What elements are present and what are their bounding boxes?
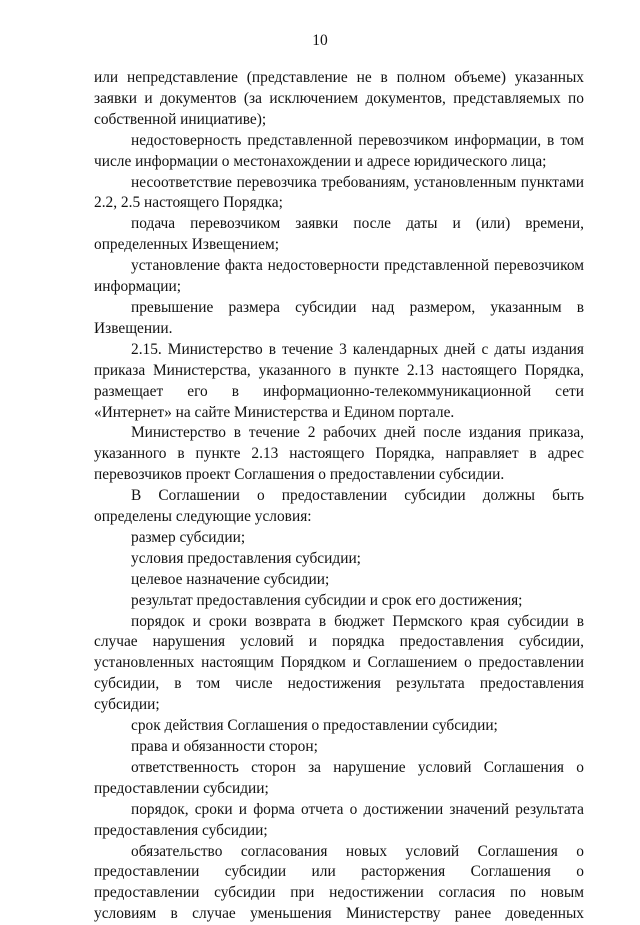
paragraph: подача перевозчиком заявки после даты и (или) времени, определенных Извещением; — [94, 215, 584, 254]
paragraph: недостоверность представленной перевозчиком информации, в том числе информации о местонахождении и адресе юридического лица; — [94, 131, 584, 170]
paragraph: Министерство в течение 2 рабочих дней после издания приказа, указанного в пункте 2.13 настоящего Порядка, направляет в адрес перевозчиков проект Соглашения о предоставлении субсидии. — [94, 424, 584, 484]
paragraph: результат предоставления субсидии и срок его достижения; — [131, 591, 523, 609]
paragraph: установление факта недостоверности представленной перевозчиком информации; — [94, 257, 584, 296]
paragraph: 2.15. Министерство в течение 3 календарных дней с даты издания приказа Министерства, указанного в пункте 2.13 настоящего Порядка, размещает его в информационно-телекоммуникационной сети «Интернет» на сайте Министерства и Едином портале. — [94, 340, 584, 421]
paragraph: целевое назначение субсидии; — [131, 570, 330, 588]
paragraph: ответственность сторон за нарушение условий Соглашения о предоставлении субсидии; — [94, 758, 584, 797]
paragraph: срок действия Соглашения о предоставлении субсидии; — [131, 717, 498, 735]
paragraph: несоответствие перевозчика требованиям, установленным пунктами 2.2, 2.5 настоящего Порядка; — [94, 173, 584, 212]
paragraph: размер субсидии; — [131, 528, 246, 546]
paragraph: права и обязанности сторон; — [131, 738, 318, 755]
paragraph: превышение размера субсидии над размером, указанным в Извещении. — [94, 298, 584, 337]
paragraph: или непредставление (представление не в полном объеме) указанных заявки и документов (за исключением документов, представляемых по собственной инициативе); — [94, 69, 584, 128]
paragraph: В Соглашении о предоставлении субсидии должны быть определены следующие условия: — [94, 487, 584, 526]
paragraph: порядок и сроки возврата в бюджет Пермского края субсидии в случае нарушения условий и порядка предоставления субсидии, установленных настоящим Порядком и Соглашением о предоставлении субсидии, в том числе недостижения результата предоставления субсидии; — [94, 612, 584, 714]
paragraph: условия предоставления субсидии; — [131, 549, 361, 567]
paragraph: порядок, сроки и форма отчета о достижении значений результата предоставления субсидии; — [94, 800, 584, 839]
document-body — [94, 68, 584, 925]
paragraph: обязательство согласования новых условий Соглашения о предоставлении субсидии или расторжения Соглашения о предоставлении субсидии при недостижении согласия по новым условиям в случае уменьшения Министерству ранее доведенных — [94, 842, 584, 923]
page-number: 10 — [312, 32, 328, 49]
